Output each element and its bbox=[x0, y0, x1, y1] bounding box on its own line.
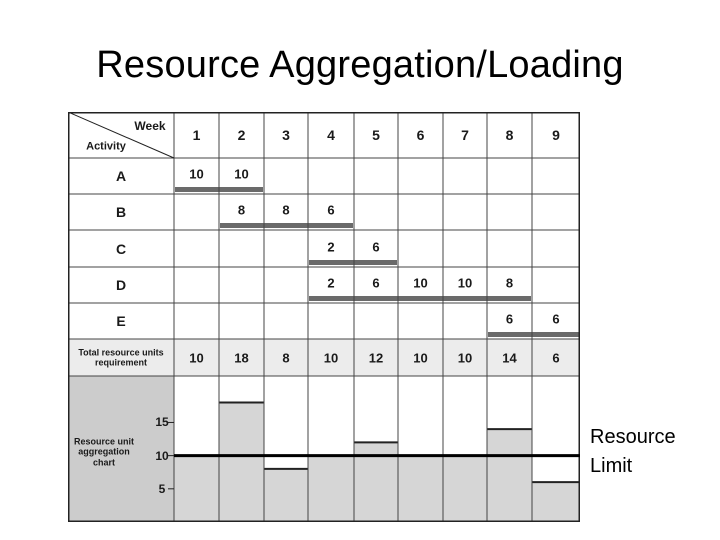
activity-duration-bar bbox=[309, 260, 397, 265]
aggregation-bar bbox=[174, 456, 219, 522]
aggregation-bar bbox=[264, 469, 308, 522]
aggregation-bar bbox=[443, 456, 487, 522]
week-number-label: 6 bbox=[416, 127, 425, 143]
y-tick-label: 5 bbox=[158, 481, 166, 496]
resource-loading-table bbox=[68, 112, 580, 522]
total-resource-value: 12 bbox=[368, 350, 384, 365]
week-number-label: 4 bbox=[327, 127, 335, 143]
activity-resource-value: 8 bbox=[282, 202, 290, 218]
activity-resource-value: 6 bbox=[505, 311, 514, 327]
aggregation-bar bbox=[219, 403, 264, 522]
aggregation-bar bbox=[308, 456, 354, 522]
table-grid-lines bbox=[68, 112, 580, 522]
week-number-label: 2 bbox=[237, 127, 246, 143]
total-resource-value: 14 bbox=[502, 350, 517, 365]
activity-name-label: D bbox=[115, 277, 127, 293]
resource-limit-label bbox=[590, 423, 676, 481]
week-number-label: 7 bbox=[461, 127, 469, 143]
activity-resource-value: 10 bbox=[189, 166, 204, 182]
activity-resource-value: 10 bbox=[234, 166, 249, 182]
total-resource-value: 6 bbox=[552, 350, 560, 365]
total-resource-value: 8 bbox=[282, 350, 290, 365]
activity-header-label: Activity bbox=[86, 140, 126, 153]
activity-resource-value: 2 bbox=[327, 239, 335, 254]
aggregation-bar bbox=[398, 456, 443, 522]
y-tick-label: 10 bbox=[155, 448, 169, 463]
week-number-label: 1 bbox=[192, 127, 201, 143]
activity-duration-bar bbox=[220, 223, 353, 228]
activity-resource-value: 10 bbox=[413, 275, 428, 291]
activity-resource-value: 10 bbox=[457, 275, 473, 291]
resource-limit-line2: Limit bbox=[590, 455, 633, 477]
week-number-label: 8 bbox=[505, 127, 514, 143]
slide-title: Resource Aggregation/Loading bbox=[96, 44, 624, 86]
y-tick-label: 15 bbox=[155, 415, 169, 430]
week-number-label: 5 bbox=[372, 127, 380, 143]
activity-resource-value: 6 bbox=[552, 311, 560, 327]
activity-duration-bar bbox=[309, 296, 531, 301]
activity-name-label: E bbox=[116, 313, 126, 329]
total-resource-value: 10 bbox=[413, 350, 428, 365]
week-number-label: 3 bbox=[282, 127, 290, 143]
resource-limit-line1: Resource bbox=[590, 426, 676, 448]
activity-resource-value: 6 bbox=[327, 202, 335, 218]
activity-resource-value: 8 bbox=[505, 275, 514, 291]
activity-name-label: B bbox=[115, 204, 127, 220]
activity-resource-value: 6 bbox=[372, 239, 380, 254]
total-resource-value: 10 bbox=[457, 350, 473, 365]
total-resource-value: 10 bbox=[323, 350, 339, 365]
activity-duration-bar bbox=[488, 332, 579, 337]
aggregation-chart-label: Resource unit aggregation chart bbox=[73, 436, 134, 468]
activity-resource-value: 2 bbox=[327, 275, 335, 291]
activity-resource-value: 6 bbox=[372, 275, 380, 291]
week-header-label: Week bbox=[134, 119, 166, 133]
activity-name-label: A bbox=[115, 168, 127, 184]
activity-name-label: C bbox=[115, 240, 127, 257]
week-number-label: 9 bbox=[552, 127, 560, 143]
total-resource-label: Total resource units requirement bbox=[78, 347, 164, 368]
activity-resource-value: 8 bbox=[237, 202, 246, 218]
total-resource-value: 18 bbox=[234, 350, 249, 365]
total-resource-value: 10 bbox=[189, 350, 204, 365]
aggregation-bar bbox=[487, 429, 532, 522]
aggregation-bar bbox=[532, 482, 580, 522]
